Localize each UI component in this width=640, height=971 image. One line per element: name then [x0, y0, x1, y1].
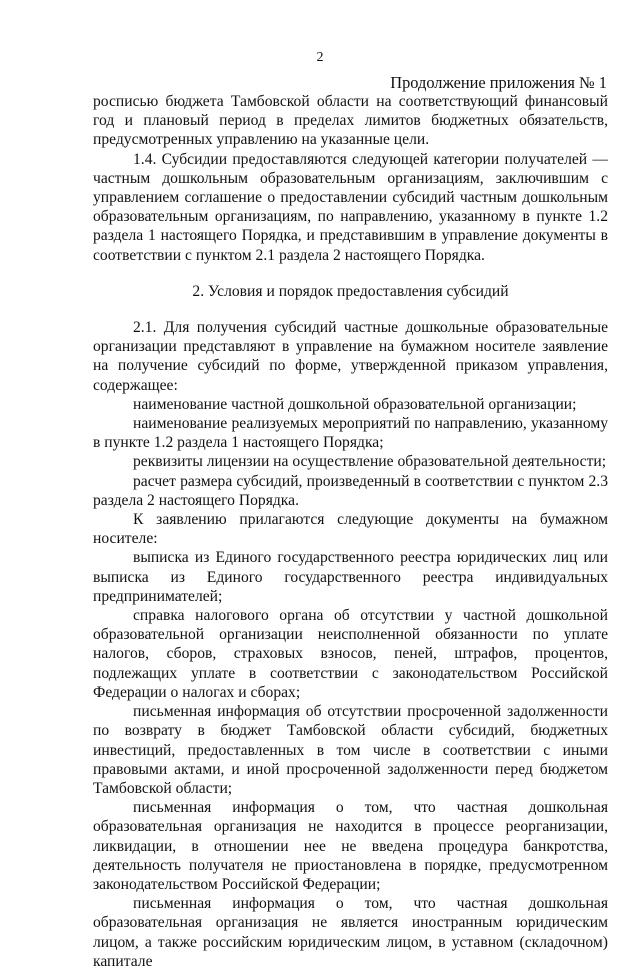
list-item-org-name: наименование частной дошкольной образовательной организации; — [133, 395, 577, 413]
list-item-calculation: расчет размера субсидий, произведенный в соответствии с пунктом 2.3 раздела 2 настоящего Порядка. — [93, 472, 608, 509]
paragraph-1-4: 1.4. Субсидии предоставляются следующей категории получателей — частным дошкольным образовательным организациям, заключившим с управлением соглашение о предоставлении субсидий частным дошкольным образовательным организациям, по направлению, указанному в пункте 1.2 раздела 1 настоящего Порядка, и представившим в управление документы в соответствии с пунктом 2.1 раздела 2 настоящего Порядка. — [93, 150, 608, 264]
list-item-activities: наименование реализуемых мероприятий по направлению, указанному в пункте 1.2 раздела 1 настоящего Порядка; — [93, 415, 608, 452]
page-number: 2 — [316, 50, 324, 65]
list-item-not-foreign-entity-info: письменная информация о том, что частная дошкольная образовательная организация не является иностранным юридическим лицом, а также российским юридическим лицом, в уставном (складочном) капитале — [93, 895, 608, 970]
appendix-continuation-note: Продолжение приложения № 1 — [390, 73, 607, 92]
list-item-no-reorganization-info: письменная информация о том, что частная дошкольная образовательная организация не находится в процессе реорганизации, ликвидации, в отношении нее не введена процедура банкротства, деятельность получателя не приостановлена в порядке, предусмотренном законодательством Российской Федерации; — [93, 799, 608, 893]
list-item-no-debt-info: письменная информация об отсутствии просроченной задолженности по возврату в бюджет Тамбовской области субсидий, бюджетных инвестиций, предоставленных в том числе в соответствии с иными правовыми актами, и иной просроченной задолженности перед бюджетом Тамбовской области; — [93, 703, 608, 797]
document-body — [93, 92, 608, 971]
list-item-registry-extract: выписка из Единого государственного реестра юридических лиц или выписка из Единого государственного реестра индивидуальных предпринимателей; — [93, 549, 608, 605]
list-item-license: реквизиты лицензии на осуществление образовательной деятельности; — [133, 453, 607, 471]
section-heading: 2. Условия и порядок предоставления субсидий — [192, 282, 509, 300]
paragraph-2-1: 2.1. Для получения субсидий частные дошкольные образовательные организации представляют в управление на бумажном носителе заявление на получение субсидий по форме, утвержденной приказом управления, содержащее: — [93, 319, 608, 394]
paragraph-attachments: К заявлению прилагаются следующие документы на бумажном носителе: — [93, 511, 608, 548]
list-item-tax-certificate: справка налогового органа об отсутствии у частной дошкольной образовательной организации неисполненной обязанности по уплате налогов, сборов, страховых взносов, пеней, штрафов, процентов, подлежащих уплате в соответствии с законодательством Российской Федерации о налогах и сборах; — [93, 607, 608, 701]
paragraph-continuation: росписью бюджета Тамбовской области на соответствующий финансовый год и плановый период в пределах лимитов бюджетных обязательств, предусмотренных управлению на указанные цели. — [93, 93, 608, 149]
